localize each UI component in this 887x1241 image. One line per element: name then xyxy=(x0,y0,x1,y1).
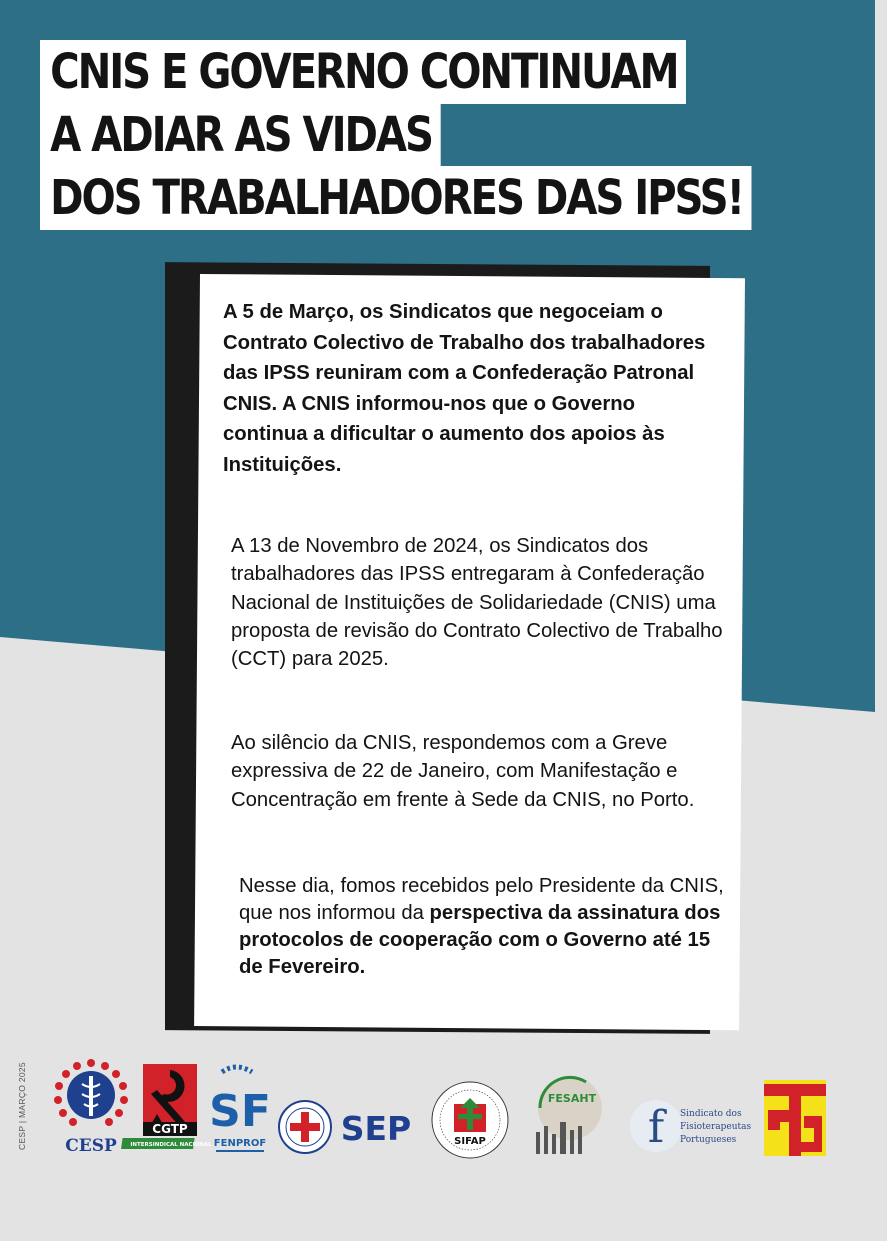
headline-line-3: DOS TRABALHADORES DAS IPSS! xyxy=(40,166,751,230)
paragraph-3 xyxy=(239,873,739,981)
paragraph-1: A 13 de Novembro de 2024, os Sindicatos dos trabalhadores das IPSS entregaram à Confederação Nacional de Instituições de Solidariedade (CNIS) uma proposta de revisão do Contrato Colectivo de Trabalho (CCT) para 2025. xyxy=(231,535,723,671)
sifap-logo xyxy=(430,1080,510,1160)
paragraph-3-text: Nesse dia, fomos recebidos pelo Presidente da CNIS, que nos informou da xyxy=(239,875,724,924)
sfp-logo-line-3: Portugueses xyxy=(680,1135,737,1145)
headline-line-2: A ADIAR AS VIDAS xyxy=(40,103,440,167)
cgtp-logo xyxy=(130,1064,212,1156)
paragraph-3-emphasis: perspectiva da assinatura dos protocolos de cooperação com o Governo até 15 de Fevereiro. xyxy=(239,902,721,978)
stal-logo xyxy=(764,1080,826,1156)
sfp-logo-mark: f xyxy=(647,1102,665,1153)
sifap-logo-text: SIFAP xyxy=(454,1136,486,1147)
fenprof-logo-text: FENPROF xyxy=(213,1138,267,1149)
cesp-logo xyxy=(52,1058,130,1156)
sep-logo-text: SEP xyxy=(340,1109,412,1148)
cgtp-logo-text: CGTP xyxy=(152,1122,188,1136)
cgtp-logo-subtext: INTERSINDICAL NACIONAL xyxy=(130,1142,212,1148)
lead-paragraph: A 5 de Março, os Sindicatos que negoceiam o Contrato Colectivo de Trabalho dos trabalhadores das IPSS reuniram com a Confederação Patronal CNIS. A CNIS informou-nos que o Governo continua a dificultar o aumento dos apoios às Instituições. xyxy=(223,301,706,476)
headline xyxy=(40,40,887,229)
fenprof-logo-mark: SF xyxy=(209,1086,271,1137)
sfp-logo-line-2: Fisioterapeutas xyxy=(680,1122,752,1132)
fenprof-logo xyxy=(209,1064,271,1156)
headline-line-1: CNIS E GOVERNO CONTINUAM xyxy=(40,40,686,104)
paragraph-2: Ao silêncio da CNIS, respondemos com a Greve expressiva de 22 de Janeiro, com Manifestação e Concentração em frente à Sede da CNIS, no Porto. xyxy=(231,732,695,811)
cesp-logo-text: CESP xyxy=(65,1136,117,1156)
sfp-logo xyxy=(612,1098,762,1154)
sep-logo xyxy=(277,1098,417,1156)
fesaht-logo xyxy=(528,1074,606,1160)
fesaht-logo-text: FESAHT xyxy=(547,1092,597,1105)
sfp-logo-line-1: Sindicato dos xyxy=(680,1109,742,1119)
side-credit: CESP | MARÇO 2025 xyxy=(17,1062,27,1150)
